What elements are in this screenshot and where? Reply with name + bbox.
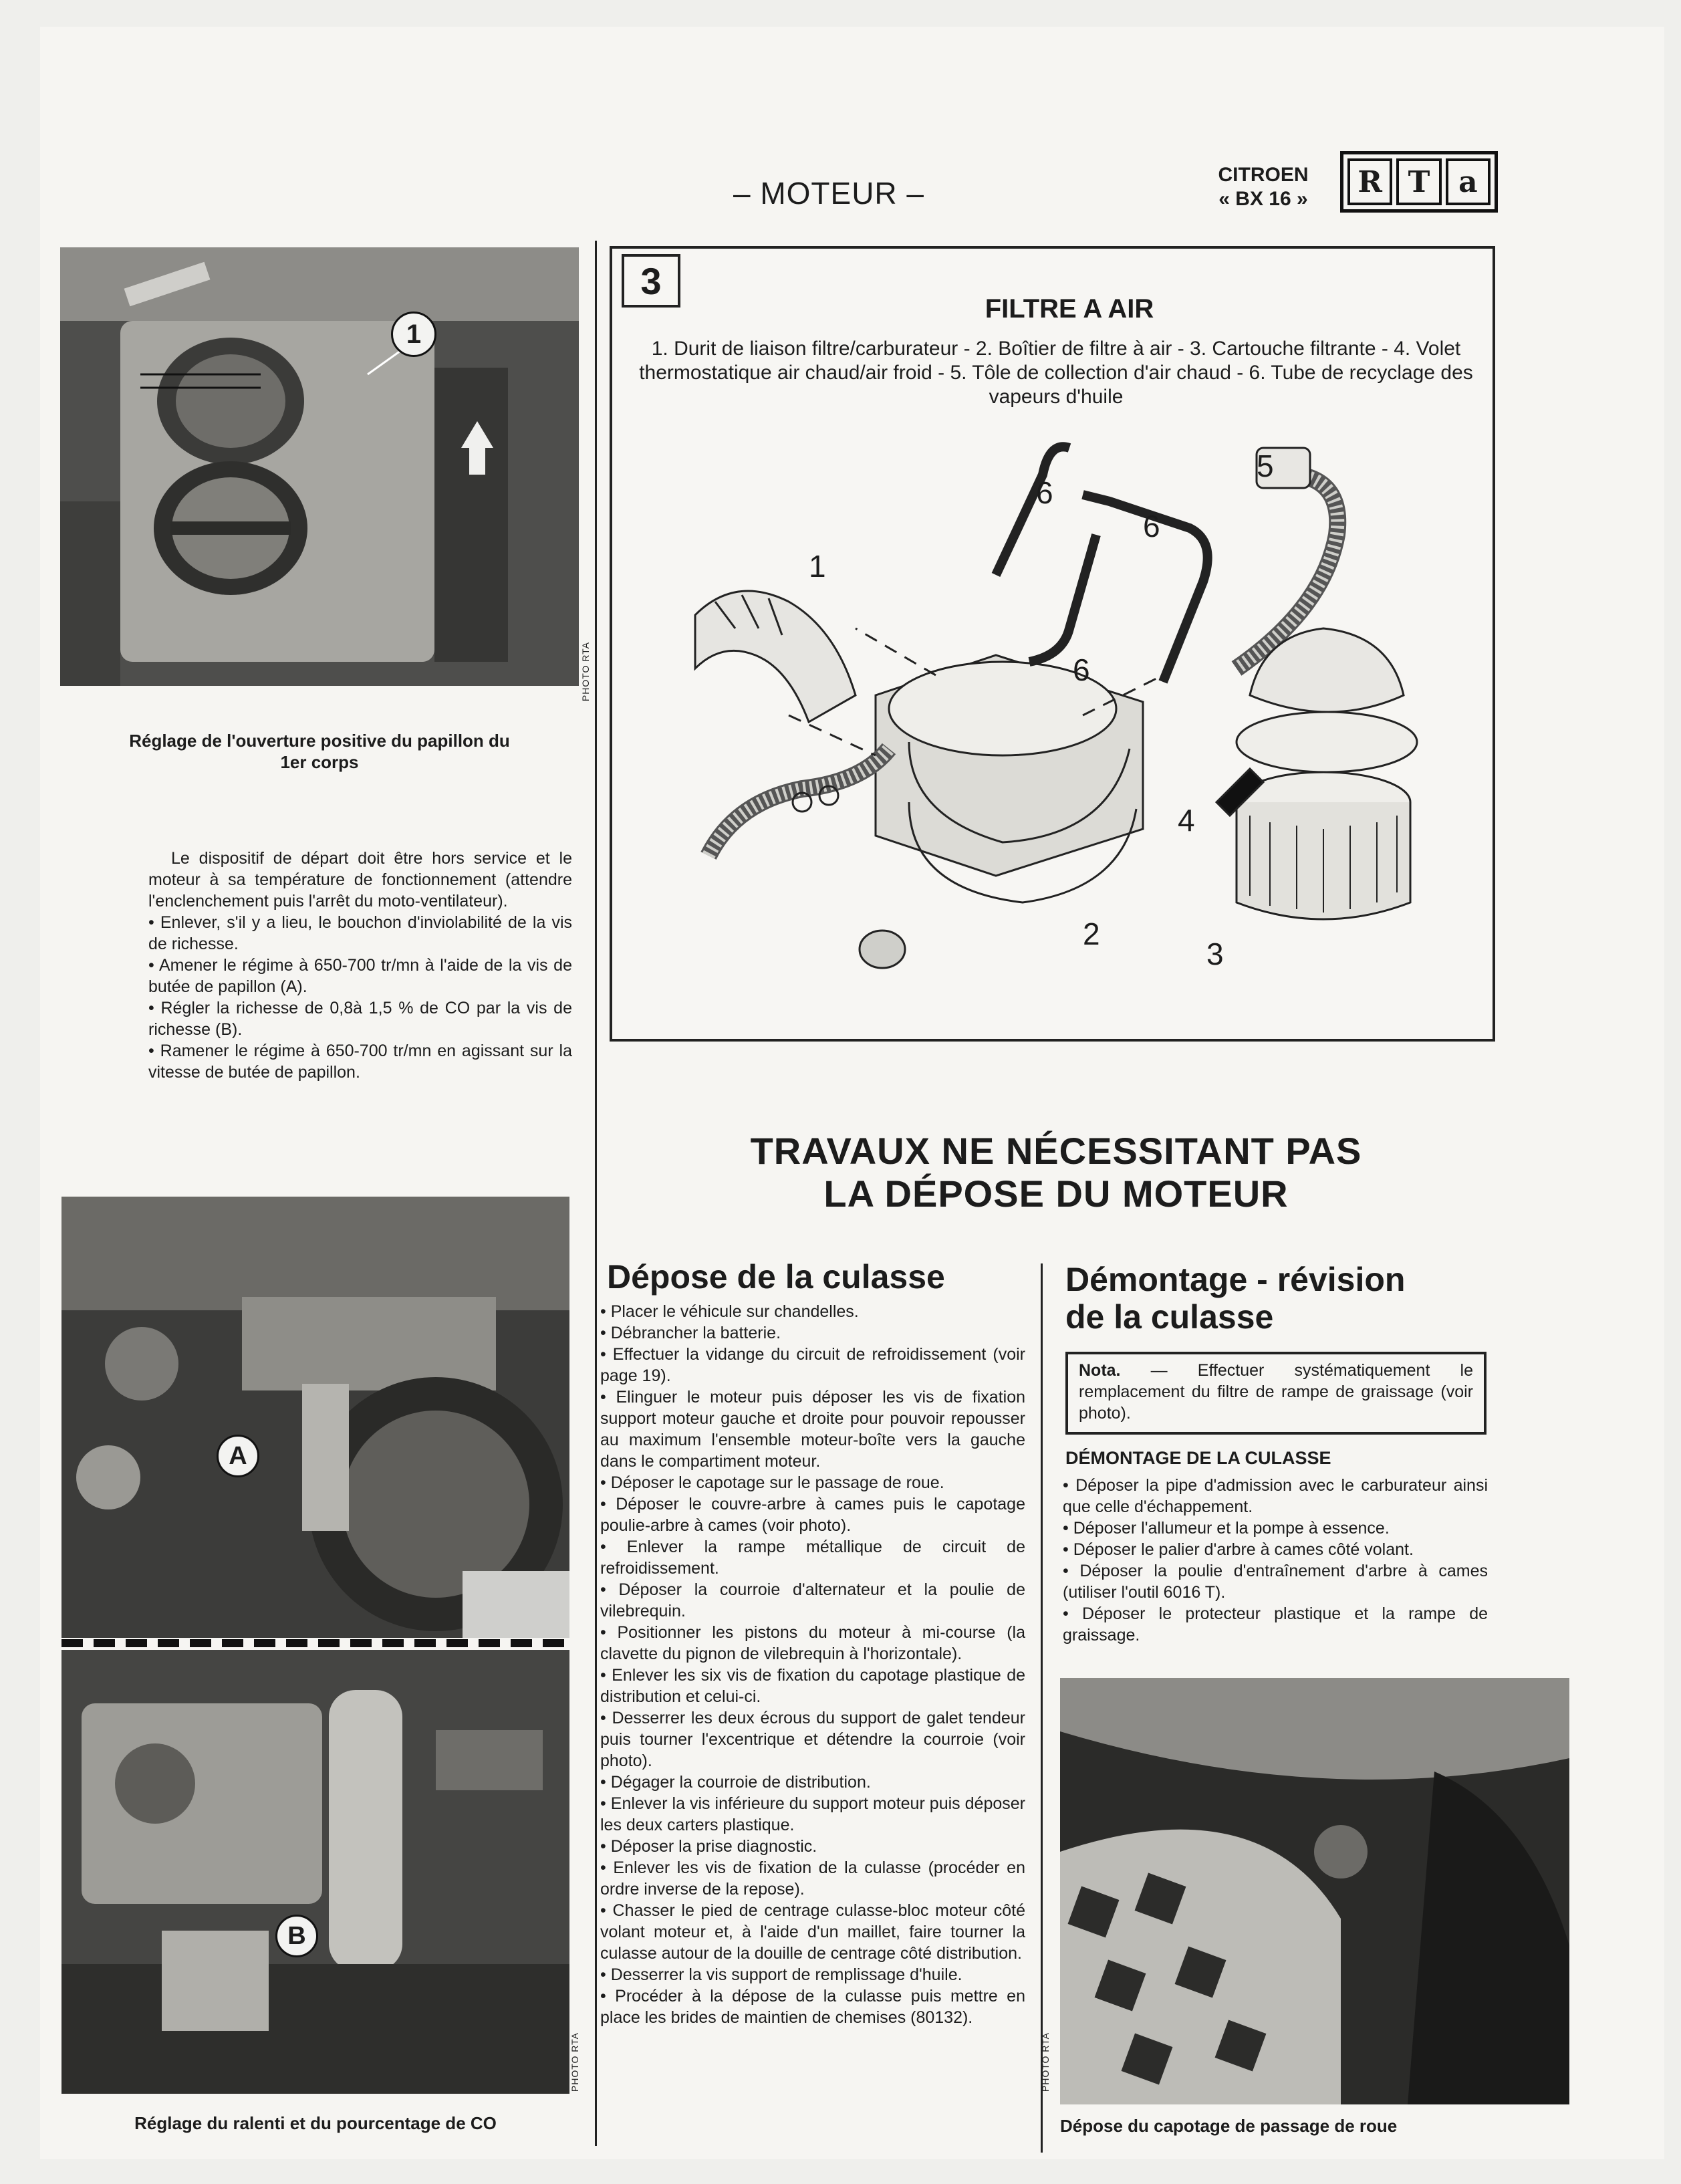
- list-item: • Débrancher la batterie.: [600, 1322, 1025, 1344]
- list-item: • Déposer la poulie d'entraînement d'arbre à cames (utiliser l'outil 6016 T).: [1063, 1560, 1488, 1603]
- demontage-list: [1063, 1475, 1488, 1646]
- list-item: • Chasser le pied de centrage culasse-bloc moteur côté volant moteur et, à l'aide d'un maillet, faire tourner la culasse autour de la douille de centrage côté distribution.: [600, 1900, 1025, 1964]
- wheel-arch-photo: [1060, 1678, 1569, 2104]
- list-item: • Déposer l'allumeur et la pompe à essence.: [1063, 1518, 1488, 1539]
- air-filter-diagram: [668, 428, 1484, 1029]
- photo-credit-bottom: PHOTO RTA: [569, 2032, 580, 2092]
- column-divider-right: [1041, 1263, 1043, 2153]
- demontage-heading-line2: de la culasse: [1065, 1298, 1274, 1336]
- list-item: • Desserrer les deux écrous du support de galet tendeur puis tourner l'excentrique et détendre la courroie (voir photo).: [600, 1707, 1025, 1772]
- list-item: • Effectuer la vidange du circuit de refroidissement (voir page 19).: [600, 1344, 1025, 1386]
- diagram-label-5: 5: [1257, 449, 1274, 483]
- demontage-heading-line1: Démontage - révision: [1065, 1261, 1406, 1298]
- logo-letter-r: R: [1347, 158, 1392, 205]
- diagram-label-4: 4: [1178, 803, 1195, 838]
- caption-top-line1: Réglage de l'ouverture positive du papillon du: [129, 731, 510, 751]
- list-item: • Enlever les six vis de fixation du capotage plastique de distribution et celui-ci.: [600, 1665, 1025, 1707]
- callout-b: B: [275, 1915, 318, 1957]
- list-item: • Déposer la courroie d'alternateur et la poulie de vilebrequin.: [600, 1579, 1025, 1622]
- list-item: • Déposer le capotage sur le passage de roue.: [600, 1472, 1025, 1493]
- column-divider: [595, 241, 597, 2146]
- photo-separator: [61, 1639, 569, 1647]
- figure-number: 3: [622, 254, 680, 308]
- rta-logo: [1340, 151, 1498, 213]
- list-item: • Déposer la prise diagnostic.: [600, 1836, 1025, 1857]
- caption-top-line2: 1er corps: [280, 752, 359, 772]
- list-item: • Amener le régime à 650-700 tr/mn à l'aide de la vis de butée de papillon (A).: [148, 955, 572, 997]
- demontage-heading: [1065, 1261, 1493, 1336]
- list-item: • Ramener le régime à 650-700 tr/mn en agissant sur la vitesse de butée de papillon.: [148, 1040, 572, 1083]
- diagram-label-1: 1: [809, 549, 826, 584]
- diagram-label-2: 2: [1083, 917, 1100, 951]
- main-heading-line1: TRAVAUX NE NÉCESSITANT PAS: [750, 1130, 1362, 1172]
- list-item: • Dégager la courroie de distribution.: [600, 1772, 1025, 1793]
- list-item: • Procéder à la dépose de la culasse puis mettre en place les brides de maintien de chemises (80132).: [600, 1985, 1025, 2028]
- nota-box: [1065, 1352, 1486, 1435]
- caption-right: Dépose du capotage de passage de roue: [1060, 2116, 1398, 2136]
- list-item: • Enlever la rampe métallique de circuit de refroidissement.: [600, 1536, 1025, 1579]
- list-item: • Déposer le protecteur plastique et la rampe de graissage.: [1063, 1603, 1488, 1646]
- main-heading: [642, 1130, 1470, 1215]
- list-item: • Régler la richesse de 0,8à 1,5 % de CO par la vis de richesse (B).: [148, 997, 572, 1040]
- list-item: • Enlever la vis inférieure du support moteur puis déposer les deux carters plastique.: [600, 1793, 1025, 1836]
- caption-top: [60, 730, 579, 773]
- nota-label: Nota.: [1079, 1361, 1121, 1380]
- idle-adjust-photo-upper: [61, 1197, 569, 1638]
- left-procedure-text: [148, 848, 572, 1083]
- demontage-subheading: DÉMONTAGE DE LA CULASSE: [1065, 1448, 1331, 1468]
- main-heading-line2: LA DÉPOSE DU MOTEUR: [823, 1173, 1289, 1215]
- diagram-label-3: 3: [1206, 937, 1224, 971]
- idle-adjust-photo-lower: [61, 1650, 569, 2094]
- model-name: « BX 16 »: [1218, 188, 1308, 210]
- figure-title: FILTRE A AIR: [985, 294, 1154, 324]
- carburettor-photo: [60, 247, 579, 686]
- list-item: • Desserrer la vis support de remplissage d'huile.: [600, 1964, 1025, 1985]
- depose-text: [600, 1301, 1025, 2028]
- list-item: • Enlever les vis de fixation de la culasse (procéder en ordre inverse de la repose).: [600, 1857, 1025, 1900]
- section-title: – MOTEUR –: [733, 176, 925, 211]
- list-item: • Enlever, s'il y a lieu, le bouchon d'inviolabilité de la vis de richesse.: [148, 912, 572, 955]
- diagram-label-6b: 6: [1143, 509, 1160, 543]
- intro-paragraph: Le dispositif de départ doit être hors service et le moteur à sa température de fonctionnement (attendre l'enclenchement puis l'arrêt du moto-ventilateur).: [148, 849, 572, 911]
- list-item: • Déposer la pipe d'admission avec le carburateur ainsi que celle d'échappement.: [1063, 1475, 1488, 1518]
- demontage-text: [1063, 1475, 1488, 1646]
- list-item: • Déposer le palier d'arbre à cames côté volant.: [1063, 1539, 1488, 1560]
- list-item: • Déposer le couvre-arbre à cames puis le capotage poulie-arbre à cames (voir photo).: [600, 1493, 1025, 1536]
- list-item: • Elinguer le moteur puis déposer les vis de fixation support moteur gauche et droite pour pouvoir repousser au maximum l'ensemble moteur-boîte vers la gauche dans le compartiment moteur.: [600, 1386, 1025, 1472]
- photo-credit-top: PHOTO RTA: [580, 642, 591, 702]
- callout-a: A: [217, 1435, 259, 1477]
- figure-legend: 1. Durit de liaison filtre/carburateur - 2. Boîtier de filtre à air - 3. Cartouche filtrante - 4. Volet thermostatique air chaud/air froid - 5. Tôle de collection d'air chaud - 6. Tube de recyclage des vapeurs d'huile: [639, 338, 1473, 408]
- list-item: • Positionner les pistons du moteur à mi-course (la clavette du pignon de vilebrequin à l'horizontale).: [600, 1622, 1025, 1665]
- diagram-label-6c: 6: [1073, 652, 1090, 687]
- logo-letter-t: T: [1396, 158, 1441, 205]
- nota-text: — Effectuer systématiquement le remplacement du filtre de rampe de graissage (voir photo).: [1079, 1361, 1473, 1423]
- left-procedure-list: [148, 912, 572, 1083]
- diagram-label-6a: 6: [1036, 475, 1053, 510]
- list-item: • Placer le véhicule sur chandelles.: [600, 1301, 1025, 1322]
- callout-1: 1: [391, 312, 436, 357]
- depose-heading: Dépose de la culasse: [607, 1258, 945, 1296]
- caption-bottom: Réglage du ralenti et du pourcentage de CO: [134, 2113, 497, 2133]
- brand-name: CITROEN: [1218, 164, 1309, 186]
- photo-credit-right: PHOTO RTA: [1040, 2032, 1051, 2092]
- depose-list: [600, 1301, 1025, 2028]
- brand-label: [1203, 163, 1323, 211]
- logo-letter-a: a: [1446, 158, 1491, 205]
